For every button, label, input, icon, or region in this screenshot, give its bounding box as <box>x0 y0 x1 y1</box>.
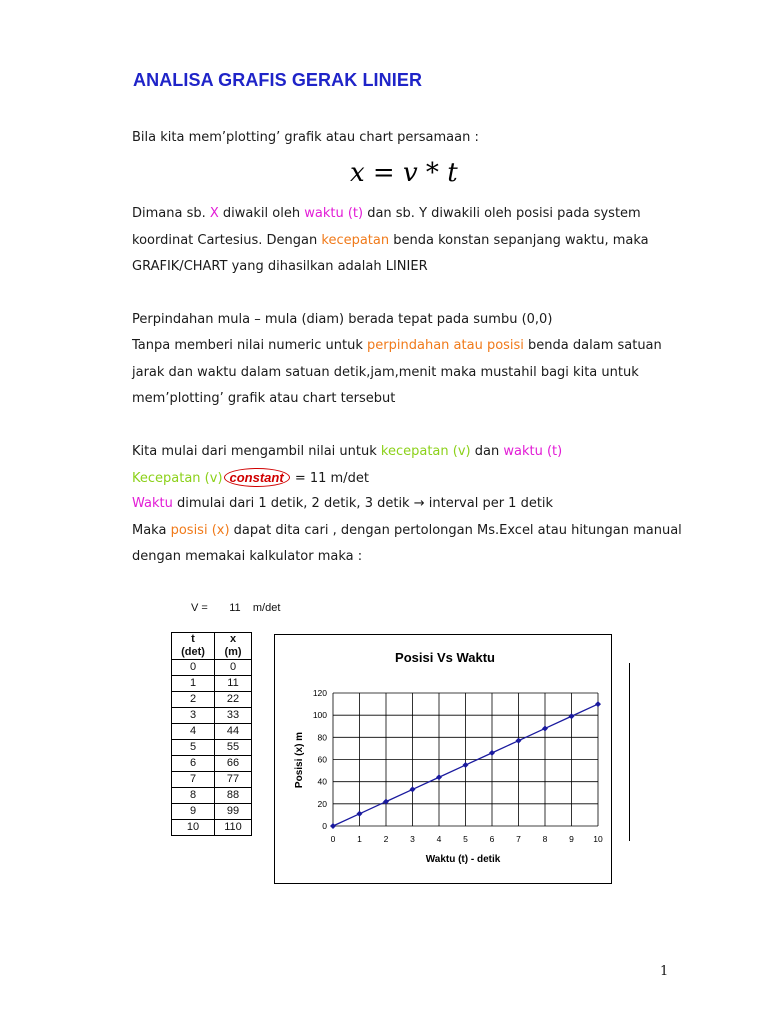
text: = 11 m/det <box>290 471 369 486</box>
cell-position: 44 <box>215 724 252 740</box>
x-tick-label: 1 <box>357 834 362 844</box>
axis-x-term: X <box>209 206 219 221</box>
cell-time: 6 <box>172 756 215 772</box>
constant-circled-label: constant <box>224 468 290 487</box>
text: Maka <box>132 523 171 538</box>
cell-time: 10 <box>172 820 215 836</box>
x-tick-label: 8 <box>542 834 548 844</box>
velocity-value: 11 <box>229 602 241 614</box>
x-tick-label: 9 <box>569 834 574 844</box>
text: diwakil oleh <box>218 206 305 221</box>
time-term: waktu (t) <box>503 444 563 459</box>
table-row <box>172 756 252 772</box>
cell-position: 55 <box>215 740 252 756</box>
paragraph-calculator: dengan memakai kalkulator maka : <box>132 549 363 564</box>
cell-position: 11 <box>215 676 252 692</box>
cell-position: 66 <box>215 756 252 772</box>
text: dan <box>470 444 504 459</box>
position-term: posisi (x) <box>170 523 230 538</box>
column-header-x: x (m) <box>215 633 252 660</box>
velocity-term: Kecepatan (v) <box>132 471 223 486</box>
chart-title: Posisi Vs Waktu <box>395 650 495 665</box>
x-axis-label: Waktu (t) - detik <box>425 854 501 865</box>
cell-position: 110 <box>215 820 252 836</box>
paragraph-numeric <box>132 338 662 353</box>
cell-time: 2 <box>172 692 215 708</box>
text: koordinat Cartesius. Dengan <box>132 233 322 248</box>
table-row <box>172 724 252 740</box>
cell-time: 5 <box>172 740 215 756</box>
velocity-term: kecepatan (v) <box>380 444 471 459</box>
table-row <box>172 676 252 692</box>
paragraph-interval <box>132 496 553 511</box>
text: dimulai dari 1 detik, 2 detik, 3 detik → interval per 1 detik <box>172 496 554 511</box>
column-header-t: t (det) <box>172 633 215 660</box>
text: Dimana sb. <box>132 206 210 221</box>
table-row <box>172 692 252 708</box>
equation: x = v * t <box>350 158 458 188</box>
text: benda dalam satuan <box>523 338 662 353</box>
velocity-row <box>191 602 280 614</box>
cell-time: 9 <box>172 804 215 820</box>
data-table <box>171 632 252 836</box>
data-point <box>357 811 363 817</box>
cell-position: 33 <box>215 708 252 724</box>
position-time-chart <box>275 635 611 883</box>
paragraph-units: jarak dan waktu dalam satuan detik,jam,menit maka mustahil bagi kita untuk <box>132 365 639 380</box>
table-row <box>172 740 252 756</box>
cell-time: 3 <box>172 708 215 724</box>
velocity-label: V = <box>191 602 208 614</box>
y-tick-label: 40 <box>317 776 327 787</box>
data-point <box>595 701 601 707</box>
table-row <box>172 820 252 836</box>
cell-position: 22 <box>215 692 252 708</box>
y-tick-label: 0 <box>322 821 327 831</box>
x-tick-label: 3 <box>410 834 415 844</box>
text: Tanpa memberi nilai numeric untuk <box>132 338 368 353</box>
x-tick-label: 2 <box>383 834 389 844</box>
paragraph-initial: Perpindahan mula – mula (diam) berada tepat pada sumbu (0,0) <box>132 312 553 327</box>
cell-position: 88 <box>215 788 252 804</box>
cell-position: 77 <box>215 772 252 788</box>
table-row <box>172 708 252 724</box>
data-point <box>330 823 336 829</box>
cell-position: 99 <box>215 804 252 820</box>
vertical-rule <box>629 663 630 841</box>
x-tick-label: 4 <box>436 834 442 844</box>
table-header-row <box>172 633 252 660</box>
paragraph-linear: GRAFIK/CHART yang dihasilkan adalah LINIER <box>132 259 428 274</box>
cell-time: 1 <box>172 676 215 692</box>
cell-time: 0 <box>172 660 215 676</box>
y-tick-label: 120 <box>312 688 327 698</box>
time-term: Waktu <box>132 496 173 511</box>
paragraph-cartesius <box>132 233 649 248</box>
x-tick-label: 5 <box>463 834 468 844</box>
data-point <box>516 738 522 744</box>
text: dapat dita cari , dengan pertolongan Ms.Excel atau hitungan manual <box>229 523 682 538</box>
text: Kita mulai dari mengambil nilai untuk <box>132 444 381 459</box>
paragraph-position <box>132 523 682 538</box>
y-axis-label: Posisi (x) m <box>294 731 305 789</box>
velocity-term: kecepatan <box>321 233 390 248</box>
data-point <box>463 762 469 768</box>
text: benda konstan sepanjang waktu, maka <box>389 233 649 248</box>
data-point <box>436 774 442 780</box>
x-tick-label: 0 <box>330 834 336 844</box>
y-tick-label: 80 <box>317 732 327 743</box>
position-term: perpindahan atau posisi <box>367 338 524 353</box>
table-row <box>172 788 252 804</box>
cell-time: 8 <box>172 788 215 804</box>
paragraph-plot: mem’plotting’ grafik atau chart tersebut <box>132 391 396 406</box>
paragraph-intro: Bila kita mem’plotting’ grafik atau chart persamaan : <box>132 130 479 145</box>
data-point <box>569 713 575 719</box>
x-tick-label: 6 <box>489 834 495 844</box>
y-tick-label: 100 <box>312 710 327 721</box>
paragraph-start <box>132 444 562 459</box>
table-row <box>172 804 252 820</box>
data-point <box>410 786 416 792</box>
data-point <box>489 750 495 756</box>
paragraph-axes <box>132 206 641 221</box>
y-tick-label: 20 <box>317 798 327 809</box>
paragraph-constant <box>132 468 369 487</box>
document-title: ANALISA GRAFIS GERAK LINIER <box>133 70 423 90</box>
data-point <box>542 725 548 731</box>
y-tick-label: 60 <box>317 754 327 765</box>
cell-time: 4 <box>172 724 215 740</box>
table-row <box>172 772 252 788</box>
time-term: waktu (t) <box>304 206 364 221</box>
text: dan sb. Y diwakili oleh posisi pada system <box>363 206 641 221</box>
table-row <box>172 660 252 676</box>
x-tick-label: 10 <box>593 834 603 844</box>
x-tick-label: 7 <box>516 834 521 844</box>
velocity-unit: m/det <box>252 602 281 614</box>
page-number: 1 <box>660 964 669 979</box>
cell-time: 7 <box>172 772 215 788</box>
chart-container <box>274 634 612 884</box>
cell-position: 0 <box>215 660 252 676</box>
